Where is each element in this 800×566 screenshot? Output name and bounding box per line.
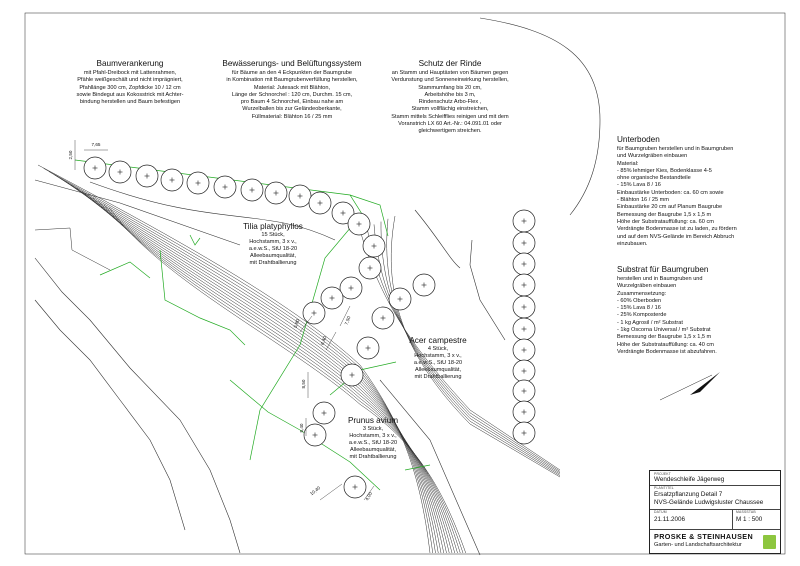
firm-name: PROSKE & STEINHAUSEN <box>654 532 754 541</box>
tree-symbol-icon <box>513 296 535 318</box>
terrain-line <box>35 300 185 530</box>
planting-line <box>250 345 300 460</box>
project-name: Wendeschleife Jägerweg <box>654 476 725 483</box>
tb-caption: DATUM <box>654 510 667 514</box>
note-heading: Substrat für Baumgruben <box>617 265 709 274</box>
terrain-line <box>380 380 480 555</box>
plant-line: a.e.w.S., StU 18-20 <box>248 246 298 253</box>
tree-symbol-icon <box>357 337 379 359</box>
note-heading: Unterboden <box>617 135 660 144</box>
tree-symbol-icon <box>84 157 106 179</box>
dimension-label: 7,65 <box>91 142 101 147</box>
terrain-line <box>415 210 460 268</box>
note-bewaesserung <box>222 58 362 121</box>
plant-line: Alleebaumqualität, <box>249 253 297 260</box>
tree-symbol-icon <box>513 401 535 423</box>
note-line: einzubauen. <box>617 240 648 247</box>
tb-project-row <box>650 471 780 486</box>
note-line: Material: <box>617 160 639 167</box>
tree-symbol-icon <box>289 185 311 207</box>
track-line <box>35 228 110 270</box>
plant-line: Alleebaumqualität, <box>349 447 397 454</box>
note-line: und Wurzelgräben einbauen <box>617 153 688 160</box>
note-line: ohne organische Bestandteile <box>617 175 691 182</box>
note-line: Füllmaterial: Blähton 16 / 25 mm <box>251 113 333 120</box>
tree-symbol-icon <box>344 476 366 498</box>
planting-line <box>100 262 150 278</box>
tb-caption: PLANTITEL <box>654 486 674 490</box>
note-line: und auf dem NVS-Gelände im Bereich Abbruch <box>617 233 735 240</box>
plant-line: 3 Stück, <box>362 426 384 432</box>
note-line: Rindenschutz Arbo-Flex , <box>418 99 482 106</box>
tb-plan-row <box>650 485 780 510</box>
note-line: in Kombination mit Baumgrubenverfüllung herstellen, <box>226 77 358 84</box>
note-line: - 15% Lava 8 / 16 <box>617 305 661 312</box>
plant-line: a.e.w.S., StU 18-20 <box>348 440 398 447</box>
tree-symbol-icon <box>513 380 535 402</box>
terrain-line <box>470 240 505 340</box>
note-line: gleichwertigem streichen. <box>418 128 482 135</box>
note-substrat <box>617 264 777 356</box>
tb-date-row <box>650 509 780 530</box>
tree-symbol-icon <box>363 235 385 257</box>
note-line: Pfähle weißgeschält und nicht imprägniert, <box>77 77 183 84</box>
note-line: Einbaustärke 20 cm auf Planum Baugrube <box>617 204 723 211</box>
tree-symbol-icon <box>513 360 535 382</box>
note-line: Arbeitshöhe bis 3 m, <box>424 91 476 98</box>
plant-line: 15 Stück, <box>261 232 285 238</box>
note-line: Pfahllänge 300 cm, Zopfdicke 10 / 12 cm <box>79 84 181 91</box>
tree-symbol-icon <box>513 318 535 340</box>
plant-line: Alleebaumqualität, <box>414 367 462 374</box>
note-line: Stamm vollflächig einstreichen, <box>411 106 489 113</box>
note-line: Länge der Schnorchel : 120 cm, Durchm. 15 cm, <box>231 91 353 98</box>
note-line: für Baumgruben herstellen und in Baumgruben <box>617 146 734 152</box>
note-unterboden <box>617 134 777 248</box>
note-line: pro Baum 4 Schnorchel, Einbau nahe am <box>240 99 344 106</box>
plant-label-acer <box>398 336 478 381</box>
tree-symbol-icon <box>341 364 363 386</box>
note-line: - 1 kg Agrosil / m² Substrat <box>617 319 683 326</box>
note-line: - Blähton 16 / 25 mm <box>617 197 669 204</box>
note-line: - 60% Oberboden <box>617 297 662 304</box>
tree-symbol-icon <box>513 253 535 275</box>
dimension-label: 6,40 <box>319 335 328 346</box>
dimension-label: 5,40 <box>299 423 304 433</box>
dimension-label: 7,50 <box>343 315 352 326</box>
plan-date: 21.11.2006 <box>654 516 686 523</box>
plan-title-line2: NVS-Gelände Ludwigsluster Chaussee <box>654 499 764 506</box>
note-line: - 85% lehmiger Kies, Bodenklasse 4-5 <box>617 167 712 174</box>
note-line: mit Pfahl-Dreibock mit Lattenrahmen, <box>83 70 177 76</box>
plant-name: Acer campestre <box>409 336 467 345</box>
dimension-label: 2,50 <box>68 150 73 160</box>
tree-symbol-icon <box>340 277 362 299</box>
note-line: Verdrängte Bodenmasse ist abzufahren. <box>617 348 717 355</box>
terrain-line <box>35 258 240 553</box>
plant-line: Hochstamm, 3 x v., <box>414 353 462 360</box>
tree-symbol-icon <box>265 182 287 204</box>
firm-subtitle: Garten- und Landschaftsarchitektur <box>654 542 742 548</box>
tree-symbol-icon <box>359 257 381 279</box>
tree-symbol-icon <box>309 192 331 214</box>
note-line: Verdunstung und Sonneneinwirkung herstellen, <box>391 77 509 84</box>
note-line: Verdrängte Bodenmasse ist zu laden, zu fördern <box>617 226 737 233</box>
note-heading: Baumverankerung <box>96 59 164 68</box>
note-line: herstellen und in Baumgruben und <box>617 276 703 282</box>
tree-symbol-icon <box>513 232 535 254</box>
plant-line: 4 Stück, <box>427 346 449 352</box>
dimension-line <box>320 484 342 500</box>
tree-symbol-icon <box>241 179 263 201</box>
tree-symbol-icon <box>303 302 325 324</box>
tree-symbol-icon <box>161 169 183 191</box>
note-line: für Bäume an den 4 Eckpunkten der Baumgrube <box>231 70 353 76</box>
tb-caption: MASSSTAB <box>736 510 756 514</box>
note-line: Höhe der Substratauffüllung: ca. 60 cm <box>617 218 714 225</box>
planting-line <box>190 235 200 245</box>
note-line: sowie Bindegut aus Kokosstrick mit Achter- <box>76 91 184 98</box>
note-line: - 1kg Oscorna Universal / m² Substrat <box>617 327 711 334</box>
dimension-label: 8,50 <box>301 379 306 389</box>
tree-symbol-icon <box>321 287 343 309</box>
note-line: Stamm mittels Schleifflies reinigen und mit dem <box>391 113 509 120</box>
dimension-label: 5,80 <box>292 318 301 329</box>
tree-symbol-icon <box>389 288 411 310</box>
note-line: - 25% Komposterde <box>617 312 667 319</box>
note-line: Einbaustärke Unterboden: ca. 60 cm sowie <box>617 189 724 196</box>
tb-divider <box>732 509 733 529</box>
tree-symbol-icon <box>513 339 535 361</box>
planting-line <box>230 380 300 430</box>
north-arrow-icon <box>660 372 720 400</box>
note-line: Wurzelgräben einbauen <box>617 283 677 290</box>
plant-line: mit Drahtballierung <box>349 454 397 461</box>
plan-scale: M 1 : 500 <box>736 516 763 523</box>
tree-symbol-icon <box>214 176 236 198</box>
tree-symbol-icon <box>187 172 209 194</box>
note-line: Bemessung der Baugrube 1,5 x 1,5 m <box>617 211 712 218</box>
tree-symbol-icon <box>413 274 435 296</box>
plant-line: a.e.w.S., StU 18-20 <box>413 360 463 367</box>
dimension-label: 10,40 <box>309 485 322 497</box>
note-line: Bemessung der Baugrube 1,5 x 1,5 m <box>617 334 712 341</box>
tree-symbol-icon <box>348 213 370 235</box>
firm-logo-icon <box>763 535 776 549</box>
plant-name: Prunus avium <box>347 416 399 425</box>
dimension-label: 4,00 <box>364 491 374 502</box>
note-line: Zusammensetzung: <box>617 290 667 297</box>
plant-label-prunus <box>333 416 413 461</box>
tree-symbol-icon <box>304 424 326 446</box>
tree-symbol-icon <box>513 422 535 444</box>
plant-name: Tilia platyphyllos <box>243 222 303 231</box>
note-line: Höhe der Substratauffüllung: ca. 40 cm <box>617 341 714 348</box>
plant-line: mit Drahtballierung <box>414 374 462 381</box>
planting-line <box>405 465 430 470</box>
note-heading: Schutz der Rinde <box>418 59 482 68</box>
tree-symbol-icon <box>372 307 394 329</box>
note-schutz-der-rinde <box>385 58 515 136</box>
tree-symbol-icon <box>513 210 535 232</box>
note-line: Material: Jutesack mit Blähton, <box>253 84 331 91</box>
note-line: Stammumfang bis 20 cm, <box>418 84 482 91</box>
tree-symbol-icon <box>313 402 335 424</box>
plan-title-line1: Ersatzpflanzung Detail 7 <box>654 491 723 498</box>
note-baumverankerung <box>60 58 200 106</box>
tree-symbol-icon <box>136 165 158 187</box>
plant-line: mit Drahtballierung <box>249 260 297 267</box>
plant-line: Hochstamm, 3 x v., <box>349 433 397 440</box>
note-heading: Bewässerungs- und Belüftungssystem <box>222 59 362 68</box>
plant-line: Hochstamm, 3 x v., <box>249 239 297 246</box>
plant-label-tilia <box>228 222 318 267</box>
note-line: an Stamm und Hauptästen von Bäumen gegen <box>391 70 509 76</box>
tree-symbol-icon <box>513 274 535 296</box>
note-line: Voranstrich LX 60 Art.-Nr.: 04.091.01 oder <box>398 121 502 128</box>
tree-symbol-icon <box>109 161 131 183</box>
note-line: Wurzelballen bis zur Geländeoberkante, <box>242 106 342 113</box>
note-line: - 15% Lava 8 / 16 <box>617 182 661 189</box>
title-block <box>649 470 781 554</box>
tb-caption: PROJEKT <box>654 472 672 476</box>
note-line: bindung herstellen und Baum befestigen <box>79 99 181 106</box>
